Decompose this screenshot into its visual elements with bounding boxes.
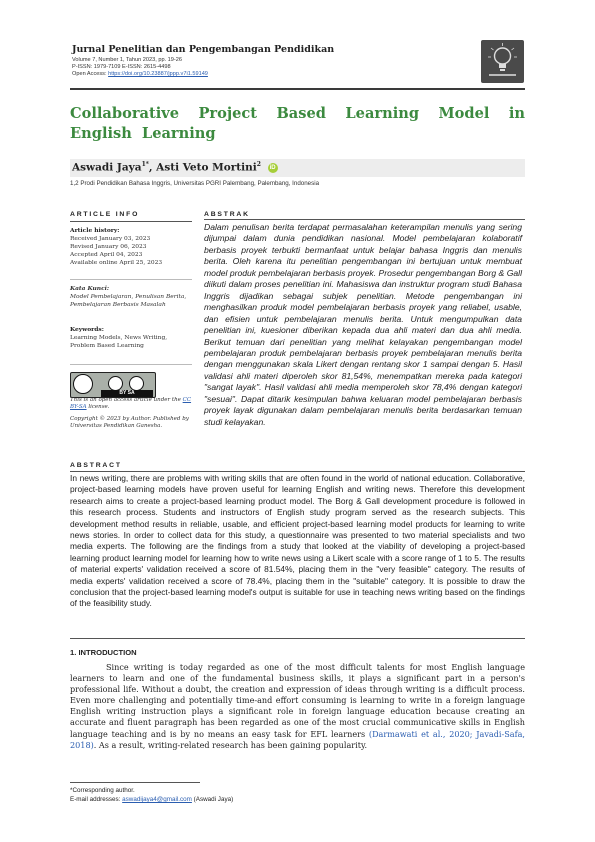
cc-label: BY SA xyxy=(101,390,153,397)
cc-by-sa-badge-icon[interactable] xyxy=(70,372,156,398)
abstrak-heading: ABSTRAK xyxy=(204,211,250,218)
license-text xyxy=(70,397,192,412)
lightbulb-logo-icon xyxy=(481,40,524,83)
keywords-heading: Keywords: xyxy=(70,326,104,333)
email-label: E-mail addresses: xyxy=(70,796,121,803)
by-icon xyxy=(108,376,123,391)
author-1: Aswadi Jaya xyxy=(72,161,142,174)
introduction-text: Since writing is today regarded as one of the most difficult talents for most English language learners to learn and one of the fundamental business skills, it plays a significant part in a person's professional life. Without a doubt, the creation and expression of ideas through writing is a difficult process. Even more challenging and potentially time-and effort consuming is learning to write in a foreign language English writing instruction plays a significant role in foreign language education because creating an accurate and fluent paragraph has been regarded as one of the most crucial communicative skills in English language teaching and is by no means an easy task for EFL learners xyxy=(70,662,525,739)
license-pre: This is an open access article under the xyxy=(70,397,181,403)
introduction-heading: 1. INTRODUCTION xyxy=(70,648,137,657)
affiliation: 1,2 Prodi Pendidikan Bahasa Inggris, Universitas PGRI Palembang, Palembang, Indonesia xyxy=(70,180,320,187)
orcid-icon[interactable]: iD xyxy=(269,164,276,171)
open-access-label: Open Access: xyxy=(72,71,107,77)
info-divider-1 xyxy=(70,279,192,280)
article-history xyxy=(70,227,192,267)
kata-kunci-list: Model Pembelajaran, Penulisan Berita, Pembelajaran Berbasis Masalah xyxy=(70,294,187,309)
open-access-line xyxy=(72,71,208,78)
author-2: , Asti Veto Mortini xyxy=(148,161,257,174)
kata-kunci-block xyxy=(70,285,192,309)
footnote xyxy=(70,786,233,804)
article-info-heading: ARTICLE INFO xyxy=(70,211,140,218)
email-link[interactable]: aswadijaya4@gmail.com xyxy=(122,796,192,803)
doi-link[interactable]: https://doi.org/10.23887/jppp.v7i1.59149 xyxy=(108,71,208,77)
introduction-body xyxy=(70,662,525,751)
license-post: license. xyxy=(88,404,110,411)
revised-date: Revised January 06, 2023 xyxy=(70,244,147,251)
corresponding-note: *Corresponding author. xyxy=(70,787,135,794)
abstract-rule-top xyxy=(70,471,525,472)
footnote-rule xyxy=(70,782,200,783)
author-1-sup: 1* xyxy=(141,161,149,168)
keywords-block xyxy=(70,326,192,350)
journal-logo-icon xyxy=(481,40,524,83)
email-owner: (Aswadi Jaya) xyxy=(193,796,234,803)
info-divider-2 xyxy=(70,364,192,365)
kata-kunci-heading: Kata Kunci: xyxy=(70,285,110,292)
received-date: Received January 03, 2023 xyxy=(70,236,151,243)
online-date: Available online April 25, 2023 xyxy=(70,260,163,267)
history-heading: Article history: xyxy=(70,227,120,234)
copyright: Copyright © 2023 by Author. Published by Universitas Pendidikan Ganesha. xyxy=(70,416,189,430)
issn-line: P-ISSN: 1979-7109 E-ISSN: 2615-4498 xyxy=(72,64,171,70)
article-title: Collaborative Project Based Learning Model in English Learning xyxy=(70,105,525,142)
authors xyxy=(72,161,278,174)
introduction-text-end: . As a result, writing-related research has been gaining popularity. xyxy=(93,739,368,750)
volume-line: Volume 7, Number 1, Tahun 2023, pp. 19-26 xyxy=(72,57,182,63)
abstrak-text: Dalam penulisan berita terdapat permasalahan keterampilan menulis yang sering dijumpai dalam dunia pendidikan nasional. Model pembelajaran kolaboratif berbasis proyek terbukti bermanfaat untuk belajar bahasa Inggris dan menulis berita. Oleh karena itu penelitian pengembangan ini bertujuan untuk membuat model produk pembelajaran berbasis proyek. Prosedur pengembangan Borg & Gall diikuti dalam proses penelitian ini. Mahasiswa dan instruktur program studi Bahasa Inggris dijadikan sebagai subjek penelitian. Metode pengembangan ini menghasilkan produk model pembelajaran berbasis proyek yang reliabel, usable, dan efisien untuk pembelajaran menulis berita. Untuk mengumpulkan data penelitian ini, kuesioner diberikan kepada dua ahli materi dan dua ahli media. Berikut temuan dari penelitian yang melihat kelayakan pengembangan model pembelajaran produk pembelajaran berbasis proyek pembelajaran menulis berita dengan menggunakan skala Likert dengan rentang skor 1 sampai dengan 5. Hasil validasi ahli materi diperoleh skor 81,54%, menempatkan mereka pada kategori "sangat layak". Hasil validasi ahli media memperoleh skor 78,4% dengan kategori "sesuai". Dapat ditarik kesimpulan bahwa keluaran model pembelajaran berbasis proyek layak digunakan dalam pembelajaran menulis berita berdasarkan temuan studi kelayakan. xyxy=(204,222,522,427)
header-rule xyxy=(70,88,525,90)
abstract-rule-bottom xyxy=(70,638,525,639)
accepted-date: Accepted April 04, 2023 xyxy=(70,252,143,259)
introduction-citation[interactable]: (Darmawati et al., 2020; Javadi-Safa, 2018) xyxy=(70,728,526,750)
abstract-text: In news writing, there are problems with writing skills that are often found in the world of national education. Collaborative, project-based learning models have proven useful for learning English and writing news. Therefore this development research aims to create a project-based learning product model. The Borg & Gall development procedure is followed in this research process. Students and instructors of English study program served as the research subjects. This development method results in reliable, usable, and efficient project-based learning model products for learning to write news stories. In order to collect data for this study, a questionnaire was presented to two material specialists and two media experts. The following are the findings from a study that looked at the viability of developing a project-based learning product learning model for learning how to write news using a Likert scale with a score range of 1 to 5. The results of material experts' validation received a score of 81.54%, placing them in the "very feasible" category. The results of media experts' validation received a score of 78.4%, placing them in the "suitable" category. It is possible to draw the conclusion that the project-based learning model's output is suitable for use in teaching news writing based on the findings of the feasibility study. xyxy=(70,473,525,609)
abstrak-rule xyxy=(204,219,525,220)
article-info-rule xyxy=(70,221,192,222)
keywords-list: Learning Models, News Writing, Problem Based Learning xyxy=(70,335,168,350)
cc-icon xyxy=(73,374,93,394)
license-link[interactable]: CC BY-SA xyxy=(70,397,192,411)
author-2-sup: 2 xyxy=(256,161,261,168)
abstract-heading: ABSTRACT xyxy=(70,462,122,469)
sa-icon xyxy=(129,376,144,391)
journal-title: Jurnal Penelitian dan Pengembangan Pendidikan xyxy=(72,44,335,55)
